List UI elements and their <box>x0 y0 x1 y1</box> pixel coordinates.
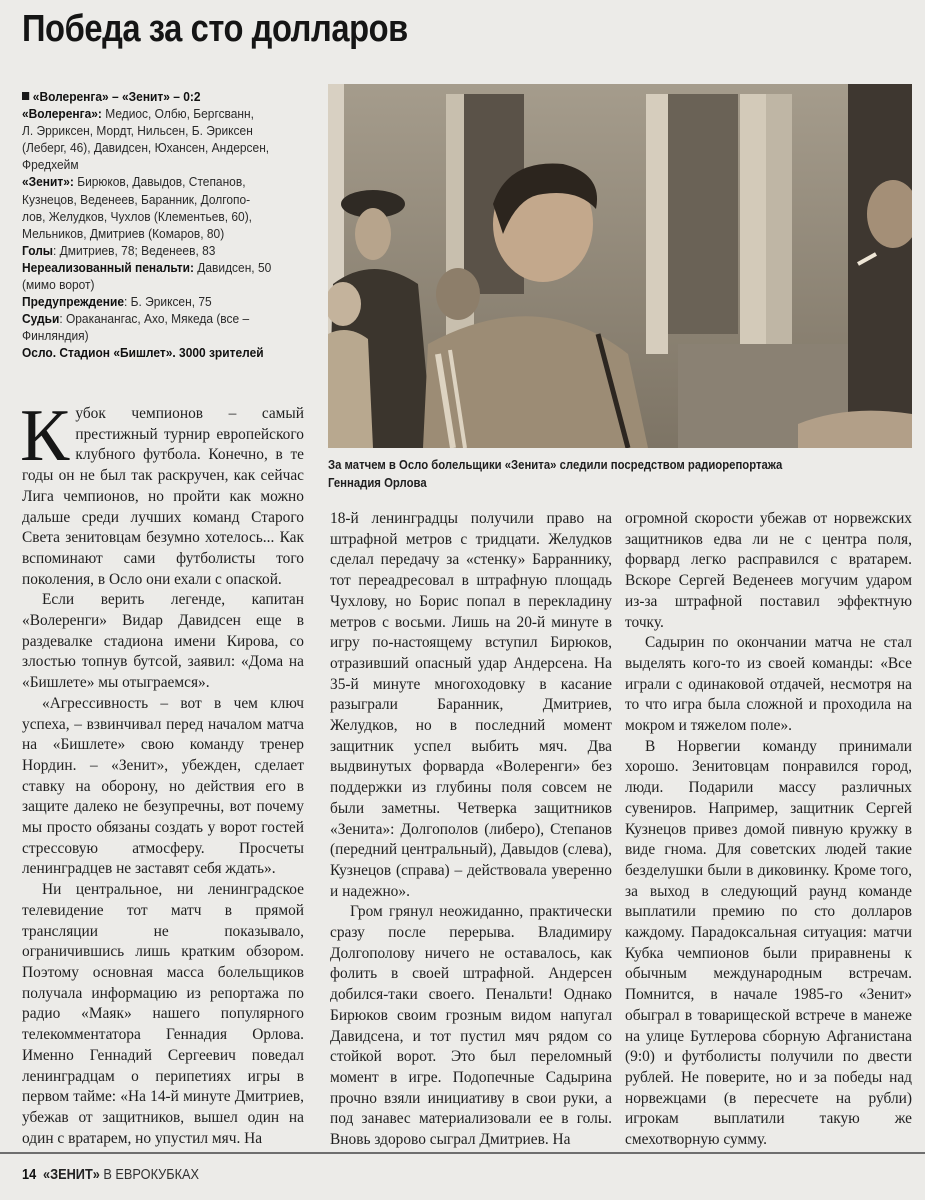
photo-illustration <box>328 84 912 448</box>
text-column-3 <box>625 509 912 1151</box>
paragraph: Садырин по окончании матча не стал выделять кого-то из своей команды: «Все играли с одинаковой отдачей, несмотря на то что игра была сложной и проходила на мокром и тяжелом поле». <box>625 634 912 735</box>
goals-line: Голы: Дмитриев, 78; Веденеев, 83 <box>22 242 216 258</box>
info-line: Кузнецов, Веденеев, Баранник, Долгопо- <box>22 191 251 207</box>
text-column-1 <box>20 395 304 1149</box>
warning-line: Предупреждение: Б. Эриксен, 75 <box>22 294 212 310</box>
info-line: лов, Желудков, Чухлов (Клементьев, 60), <box>22 208 253 224</box>
paragraph: «Агрессивность – вот в чем ключ успеха, – взвинчивал перед началом матча на «Бишлете» свою команду тренер Нордин. – «Зенит», убежден, сделает ставку на оборону, но действия его в защите далеко не безупречны, вот почему мы просто обязаны создать у ворот гостей стрессовую атмосферу. Просчеты ленинградцев не заставят себя ждать». <box>22 694 304 878</box>
magazine-name: «ЗЕНИТ» <box>42 1166 100 1183</box>
paragraph: Ни центральное, ни ленинградское телевидение тот матч в прямой трансляции не показывало, ограничившись лишь кратким обзором. Поэтому основная масса болельщиков получала информацию из репортажа по радио «Маяк» нашего популярного телекомментатора Геннадия Орлова. Именно Геннадий Сергеевич поведал ленинградцам о перипетиях игры в первом тайме: «На 14-й минуте Дмитриев, убежав от защитников, вышел один на один с вратарем, но упустил мяч. На <box>22 881 304 1147</box>
caption-line: Геннадия Орлова <box>328 476 427 490</box>
info-line: Финляндия) <box>22 328 89 344</box>
info-line: Мельников, Дмитриев (Комаров, 80) <box>22 225 225 241</box>
footer-divider <box>0 1152 925 1154</box>
paragraph: огромной скорости убежав от норвежских защитников едва ли не с центра поля, форвард легко расправился с вратарем. Вскоре Сергей Веденеев могучим ударом из-за штрафной поставил эффектную точку. <box>625 510 912 631</box>
paragraph: Гром грянул неожиданно, практически сразу после перерыва. Владимиру Долгополову ничего не оставалось, как фолить в своей штрафной. Андерсен добился-таки своего. Пенальти! Однако Бирюков своим грозным видом напугал Давидсена, и тот пустил мяч рядом со стойкой ворот. Это был переломный момент в игре. Подопечные Садырина прочно взяли инициативу в свои руки, а под занавес материализовали ее в голы. Вновь здорово сыграл Дмитриев. На <box>330 903 612 1149</box>
missed-penalty-line: Нереализованный пенальти: Давидсен, 50 <box>22 259 272 275</box>
paragraph: Кубок чемпионов – самый престижный турнир европейского клубного футбола. Конечно, в те годы он не был так раскручен, как сейчас Лига чемпионов, но пройти как можно дальше среди лучших команд Старого Света зенитовцам безумно хотелось... Как вспоминают сами футболисты того поколения, в Осло они ехали с опаской. <box>20 395 304 588</box>
paragraph: 18-й ленинградцы получили право на штрафной метров с тридцати. Желудков сделал передачу за «стенку» Баррaннику, тот переадресовал в штрафную площадь Чухлову, но Борис попал в перекладину метров с восьми. Лишь на 20-й минуте в игру по-настоящему вступил Бирюков, отразивший опасный удар Андерсена. На 35-й минуте многоходовку в касание разыграли Баранник, Дмитриев, Желудков, но в последний момент защитник успел выбить мяч. Два выдвинутых форварда «Волеренги» без поддержки из глубины поля совсем не были заметны. Четверка защитников «Зенита»: Долгополов (либеро), Степанов (передний центральный), Давыдов (слева), Кузнецов (справа) – действовала уверенно и надежно». <box>330 510 612 900</box>
info-line: Фредхейм <box>22 157 79 173</box>
article-title: Победа за сто долларов <box>22 8 408 50</box>
paragraph: Если верить легенде, капитан «Волеренги» Видар Давидсен еще в раздевалке стадиона имени Кирова, со злостью топнув бутсой, заявил: «Дома на «Бишлете» мы отыграемся». <box>22 591 304 692</box>
score-line: «Волеренга» – «Зенит» – 0:2 <box>22 88 292 105</box>
drop-cap: К <box>20 395 70 477</box>
venue-line: Осло. Стадион «Бишлет». 3000 зрителей <box>22 345 264 361</box>
info-line: (Леберг, 46), Давидсен, Юхансен, Андерсен, <box>22 140 270 156</box>
paragraph: В Норвегии команду принимали хорошо. Зенитовцам понравился город, люди. Подарили массу различных сувениров. Например, защитник Сергей Кузнецов привез домой пивную кружку в виде гнома. Для советских людей такие безделушки были в диковинку. Кроме того, за выход в следующий раунд команде выплатили премию по сто долларов каждому. Парадоксальная ситуация: матчи Кубка чемпионов были приравнены к обычным международным встречам. Помнится, в начале 1985-го «Зенит» обыграл в товарищеской встрече в манеже на улице Бутлерова сборную Афганистана (9:0) и футболисты получили по двести рублей. Не поверите, но и за победы над норвежцами (в пересчете на рубли) игрокам выплатили такую же смехотворную сумму. <box>625 737 912 1149</box>
article-photo <box>328 84 912 448</box>
bullet-square-icon <box>22 92 29 100</box>
page-footer <box>22 1166 199 1183</box>
match-info-box <box>22 88 322 362</box>
info-line: «Волеренга»: Медиос, Олбю, Бергсванн, <box>22 106 254 122</box>
referees-line: Судьи: Ораканангас, Ахо, Мякеда (все – <box>22 311 250 327</box>
info-line: Л. Эрриксен, Мордт, Нильсен, Б. Эриксен <box>22 123 253 139</box>
text-column-2 <box>330 509 612 1151</box>
info-line: (мимо ворот) <box>22 277 95 293</box>
info-line: «Зенит»: Бирюков, Давыдов, Степанов, <box>22 174 246 190</box>
section-name: В ЕВРОКУБКАХ <box>99 1166 200 1183</box>
caption-line: За матчем в Осло болельщики «Зенита» следили посредством радиорепортажа <box>328 458 783 472</box>
page-number: 14 <box>22 1166 37 1183</box>
photo-caption <box>328 456 918 492</box>
